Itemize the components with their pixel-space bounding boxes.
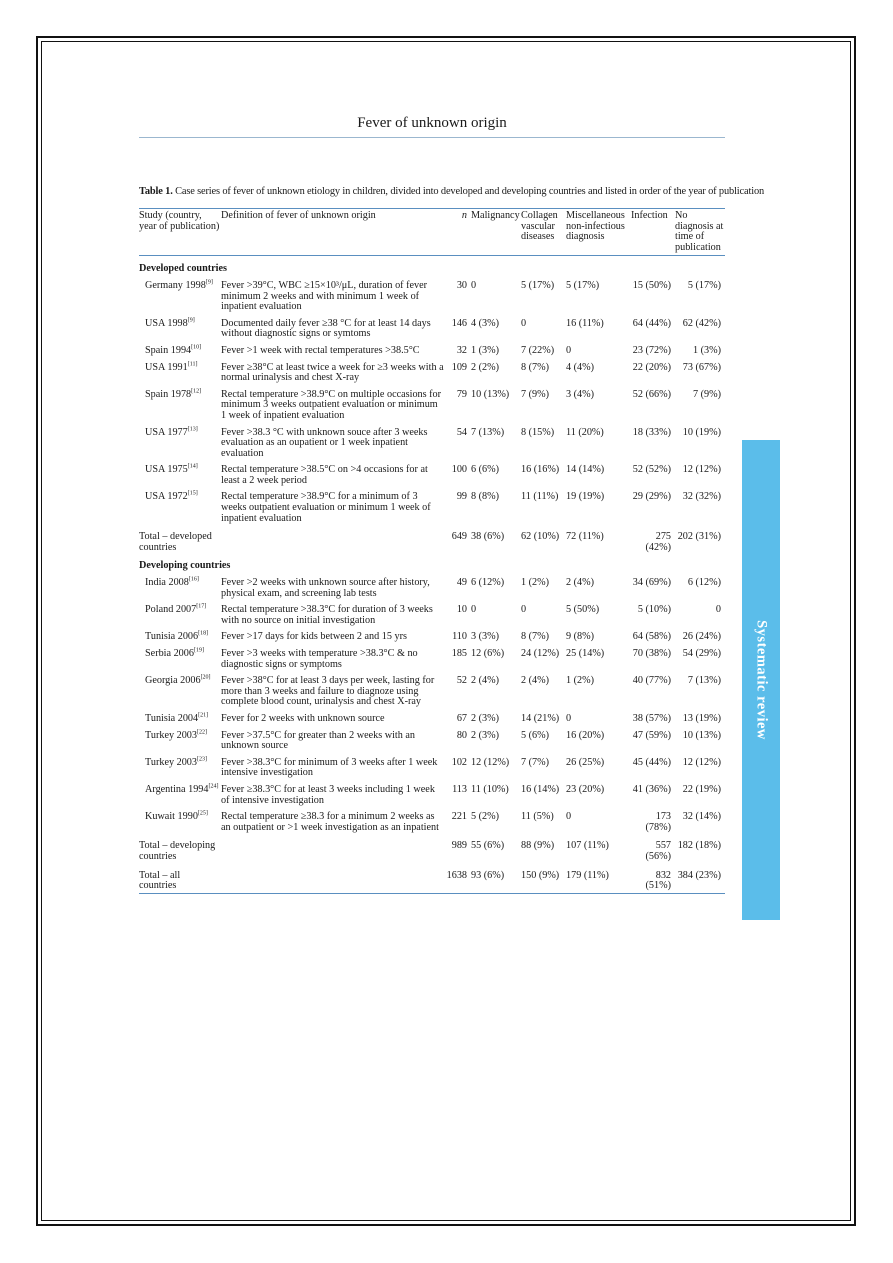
cell-collagen: 16 (14%) [521, 783, 560, 795]
cell-n: 54 [456, 426, 467, 438]
cell-misc: 107 (11%) [566, 840, 609, 852]
cell-misc: 0 [566, 344, 572, 356]
cell-infection: 40 (77%) [632, 675, 671, 687]
cell-n: 102 [451, 756, 467, 768]
cell-definition: Fever >37.5°C for greater than 2 weeks with an unknown source [221, 729, 415, 752]
study-name: Poland 2007 [145, 604, 197, 616]
col-header-malignancy: Malignancy [471, 209, 521, 256]
cell-study [139, 275, 221, 313]
cell-definition [221, 863, 445, 894]
table-row [139, 779, 725, 806]
cell-malignancy: 10 (13%) [471, 388, 510, 400]
cell-study [139, 779, 221, 806]
cell-n: 649 [451, 531, 467, 543]
cell-malignancy: 11 (10%) [471, 783, 509, 795]
cell-infection: 41 (36%) [632, 783, 671, 795]
table-row [139, 340, 725, 357]
cell-malignancy: 3 (3%) [471, 631, 500, 643]
cell-collagen: 7 (7%) [521, 756, 550, 768]
cell-malignancy: 12 (6%) [471, 648, 505, 659]
cell-infection: 45 (44%) [632, 756, 671, 768]
cell-malignancy: 2 (3%) [471, 712, 500, 724]
table-row [139, 806, 725, 833]
table-row [139, 313, 725, 340]
cell-collagen: 5 (17%) [521, 279, 555, 291]
cell-no-diagnosis: 384 (23%) [675, 863, 725, 894]
study-name: Argentina 1994 [145, 783, 209, 795]
section-title: Developed countries [139, 263, 227, 275]
study-name: Total – developed countries [139, 531, 212, 553]
cell-definition [221, 524, 445, 553]
cell-infection: 173 (78%) [645, 811, 671, 833]
cell-no-diagnosis: 26 (24%) [682, 631, 721, 643]
col-header-infection: Infection [631, 209, 675, 256]
cell-misc: 25 (14%) [566, 648, 605, 659]
table-row [139, 275, 725, 313]
cell-malignancy: 2 (3%) [471, 729, 500, 741]
cell-no-diagnosis: 32 (14%) [682, 811, 721, 823]
table-row [139, 643, 725, 670]
cell-definition: Documented daily fever ≥38 °C for at least 14 days without diagnostic signs or symtoms [221, 317, 431, 340]
cell-study [139, 806, 221, 833]
cell-n: 99 [456, 491, 467, 503]
cell-misc: 14 (14%) [566, 464, 605, 476]
cell-malignancy: 6 (6%) [471, 464, 500, 476]
cell-infection: 832 (51%) [631, 863, 675, 894]
cell-malignancy: 2 (2%) [471, 361, 500, 373]
cell-malignancy: 0 [471, 279, 477, 291]
section-side-tab [742, 440, 780, 920]
cell-malignancy: 4 (3%) [471, 317, 500, 329]
table-body [139, 256, 725, 893]
cell-no-diagnosis: 0 [715, 604, 721, 616]
col-header-misc: Miscellaneous non-infectious diagnosis [566, 209, 631, 256]
cell-no-diagnosis: 10 (19%) [682, 426, 721, 438]
cell-collagen: 11 (5%) [521, 811, 554, 823]
table-total-row [139, 524, 725, 553]
cell-no-diagnosis: 202 (31%) [677, 531, 721, 543]
cell-n: 79 [456, 388, 467, 400]
cell-malignancy: 6 (12%) [471, 577, 505, 589]
study-name: India 2008 [145, 577, 189, 589]
reference-marker: [16] [188, 576, 199, 583]
cell-infection: 23 (72%) [632, 344, 671, 356]
section-header-row [139, 256, 725, 275]
study-name: Tunisia 2006 [145, 631, 199, 643]
cell-misc: 11 (20%) [566, 426, 604, 438]
cell-no-diagnosis: 22 (19%) [682, 783, 721, 795]
cell-no-diagnosis: 5 (17%) [687, 279, 721, 291]
col-header-no-diagnosis: No diagnosis at time of publication [675, 209, 725, 256]
cell-collagen: 24 (12%) [521, 648, 560, 659]
cell-definition: Fever >39°C, WBC ≥15×10³/μL, duration of fever minimum 2 weeks and with minimum 1 week of inpatient evaluation [221, 279, 428, 313]
study-name: Total – developing countries [139, 840, 216, 862]
cell-infection: 52 (66%) [632, 388, 671, 400]
cell-definition: Rectal temperature >38.9°C on multiple occasions for minimum 3 weeks outpatient evaluation or minimum 1 week of inpatient evaluation [221, 388, 442, 421]
cell-study [139, 357, 221, 384]
table-row [139, 752, 725, 779]
cell-no-diagnosis: 13 (19%) [682, 712, 721, 724]
cell-collagen: 7 (22%) [521, 344, 555, 356]
cell-malignancy: 93 (6%) [471, 863, 521, 894]
cell-malignancy: 12 (12%) [471, 756, 510, 768]
cell-infection: 18 (33%) [632, 426, 671, 438]
cell-collagen: 11 (11%) [521, 491, 559, 503]
cell-n: 52 [456, 675, 467, 687]
table-row [139, 599, 725, 626]
cell-malignancy: 7 (13%) [471, 426, 505, 438]
cell-no-diagnosis: 12 (12%) [682, 756, 721, 768]
cell-collagen: 8 (7%) [521, 631, 550, 643]
cell-definition [221, 833, 445, 862]
cell-definition: Fever >3 weeks with temperature >38.3°C & no diagnostic signs or symptoms [221, 648, 418, 670]
cell-definition: Rectal temperature >38.9°C for a minimum of 3 weeks outpatient evaluation or minimum 1 week of inpatient evaluation [221, 491, 431, 524]
study-name: Spain 1978 [145, 388, 192, 400]
cell-infection: 22 (20%) [632, 361, 671, 373]
reference-marker: [9] [205, 279, 213, 286]
cell-misc: 1 (2%) [566, 675, 595, 687]
cell-infection: 29 (29%) [632, 491, 671, 503]
cell-infection: 34 (69%) [632, 577, 671, 589]
cell-collagen: 2 (4%) [521, 675, 550, 687]
cell-definition: Fever for 2 weeks with unknown source [221, 712, 385, 724]
study-name: Turkey 2003 [145, 729, 197, 741]
cell-infection: 275 (42%) [645, 531, 671, 553]
reference-marker: [24] [208, 783, 219, 790]
section-title: Developing countries [139, 560, 231, 572]
reference-marker: [20] [200, 674, 211, 681]
cell-malignancy: 5 (2%) [471, 811, 500, 823]
cell-definition: Rectal temperature >38.3°C for duration of 3 weeks with no source on initial investigation [221, 604, 433, 626]
cell-definition: Fever ≥38.3°C for at least 3 weeks including 1 week of intensive investigation [221, 783, 435, 806]
table-row [139, 626, 725, 643]
study-name: Total – all countries [139, 869, 181, 892]
table-header-row [139, 209, 725, 256]
cell-misc: 16 (11%) [566, 317, 604, 329]
cell-misc: 9 (8%) [566, 631, 595, 643]
cell-study [139, 752, 221, 779]
fuo-table [139, 208, 725, 894]
cell-n: 1638 [445, 863, 471, 894]
table-caption [139, 186, 765, 197]
cell-study [139, 626, 221, 643]
table-row [139, 725, 725, 752]
table-caption-text: Case series of fever of unknown etiology in children, divided into developed and developing countries and listed in order of the year of publication [172, 186, 765, 197]
table-row [139, 422, 725, 460]
cell-misc: 5 (50%) [566, 604, 600, 616]
reference-marker: [12] [191, 388, 202, 395]
cell-collagen: 62 (10%) [521, 531, 560, 543]
reference-marker: [10] [191, 344, 202, 351]
cell-malignancy: 0 [471, 604, 477, 616]
cell-no-diagnosis: 7 (13%) [687, 675, 721, 687]
cell-malignancy: 2 (4%) [471, 675, 500, 687]
cell-malignancy: 1 (3%) [471, 344, 500, 356]
side-tab-label: Systematic review [753, 620, 770, 740]
reference-marker: [15] [187, 491, 198, 498]
cell-misc: 4 (4%) [566, 361, 595, 373]
cell-infection: 64 (44%) [632, 317, 671, 329]
cell-study [139, 708, 221, 725]
cell-n: 49 [456, 577, 467, 589]
col-header-study: Study (country, year of publication) [139, 209, 221, 256]
cell-collagen: 1 (2%) [521, 577, 550, 589]
cell-collagen: 14 (21%) [521, 712, 560, 724]
cell-study [139, 384, 221, 422]
cell-misc: 23 (20%) [566, 783, 605, 795]
cell-definition: Fever >1 week with rectal temperatures >38.5°C [221, 344, 420, 356]
cell-infection: 15 (50%) [632, 279, 671, 291]
cell-misc: 179 (11%) [566, 863, 631, 894]
study-name: Germany 1998 [145, 279, 206, 291]
cell-study [139, 524, 221, 553]
cell-n: 10 [456, 604, 467, 616]
study-name: Spain 1994 [145, 344, 192, 356]
cell-infection: 38 (57%) [632, 712, 671, 724]
cell-misc: 3 (4%) [566, 388, 595, 400]
cell-no-diagnosis: 32 (32%) [682, 491, 721, 503]
section-header-row [139, 553, 725, 572]
cell-misc: 0 [566, 712, 572, 724]
table-row [139, 384, 725, 422]
table-total-row [139, 833, 725, 862]
cell-no-diagnosis: 10 (13%) [682, 729, 721, 741]
cell-collagen: 8 (15%) [521, 426, 555, 438]
col-header-collagen: Collagen vascular diseases [521, 209, 566, 256]
cell-no-diagnosis: 54 (29%) [682, 648, 721, 659]
cell-study [139, 340, 221, 357]
cell-n: 100 [451, 464, 467, 476]
study-name: USA 1991 [145, 361, 188, 373]
reference-marker: [17] [196, 603, 207, 610]
cell-definition: Rectal temperature ≥38.3 for a minimum 2 weeks as an outpatient or >1 week investigation as an inpatient [221, 811, 439, 833]
cell-definition: Fever >2 weeks with unknown source after history, physical exam, and screening lab tests [221, 577, 430, 599]
cell-no-diagnosis: 6 (12%) [687, 577, 721, 589]
study-name: Kuwait 1990 [145, 811, 198, 823]
study-name: USA 1972 [145, 491, 188, 503]
cell-misc: 2 (4%) [566, 577, 595, 589]
reference-marker: [13] [187, 426, 198, 433]
study-name: Turkey 2003 [145, 756, 197, 768]
reference-marker: [14] [187, 463, 198, 470]
cell-study [139, 670, 221, 708]
study-name: USA 1998 [145, 317, 188, 329]
cell-malignancy: 55 (6%) [471, 840, 505, 852]
cell-no-diagnosis: 7 (9%) [692, 388, 721, 400]
cell-misc: 16 (20%) [566, 729, 605, 741]
reference-marker: [11] [187, 361, 198, 368]
reference-marker: [21] [198, 712, 209, 719]
table-row [139, 486, 725, 524]
cell-collagen: 5 (6%) [521, 729, 550, 741]
cell-study [139, 459, 221, 486]
cell-collagen: 88 (9%) [521, 840, 555, 852]
cell-infection: 5 (10%) [637, 604, 671, 616]
table-row [139, 572, 725, 599]
cell-no-diagnosis: 182 (18%) [677, 840, 721, 852]
cell-n: 32 [456, 344, 467, 356]
cell-malignancy: 38 (6%) [471, 531, 505, 543]
cell-n: 80 [456, 729, 467, 741]
col-header-n: n [445, 209, 471, 256]
cell-misc: 19 (19%) [566, 491, 605, 503]
cell-study [139, 572, 221, 599]
cell-definition: Fever >38.3°C for minimum of 3 weeks after 1 week intensive investigation [221, 756, 438, 779]
table-row [139, 670, 725, 708]
study-name: USA 1977 [145, 426, 188, 438]
cell-no-diagnosis: 62 (42%) [682, 317, 721, 329]
running-title: Fever of unknown origin [357, 115, 507, 131]
cell-n: 113 [452, 783, 467, 795]
cell-collagen: 0 [521, 604, 527, 616]
cell-misc: 5 (17%) [566, 279, 600, 291]
cell-study [139, 863, 221, 894]
cell-study [139, 725, 221, 752]
reference-marker: [22] [196, 729, 207, 736]
cell-study [139, 486, 221, 524]
reference-marker: [18] [198, 631, 209, 638]
cell-definition: Rectal temperature >38.5°C on >4 occasions for at least a 2 week period [221, 464, 428, 486]
cell-study [139, 599, 221, 626]
cell-collagen: 150 (9%) [521, 863, 566, 894]
cell-collagen: 7 (9%) [521, 388, 550, 400]
cell-misc: 72 (11%) [566, 531, 604, 543]
cell-n: 221 [451, 811, 467, 823]
reference-marker: [23] [196, 756, 207, 763]
cell-study [139, 422, 221, 460]
table-row [139, 459, 725, 486]
cell-collagen: 16 (16%) [521, 464, 560, 476]
cell-collagen: 8 (7%) [521, 361, 550, 373]
cell-n: 109 [451, 361, 467, 373]
cell-n: 989 [451, 840, 467, 852]
cell-collagen: 0 [521, 317, 527, 329]
cell-study [139, 313, 221, 340]
table-row [139, 357, 725, 384]
cell-infection: 557 (56%) [645, 840, 671, 862]
cell-definition: Fever >17 days for kids between 2 and 15 yrs [221, 631, 407, 643]
cell-study [139, 833, 221, 862]
cell-misc: 26 (25%) [566, 756, 605, 768]
cell-malignancy: 8 (8%) [471, 491, 500, 503]
cell-definition: Fever >38.3 °C with unknown souce after 3 weeks evaluation as an oupatient or 1 week inpatient evaluation [221, 426, 428, 459]
cell-no-diagnosis: 12 (12%) [682, 464, 721, 476]
reference-marker: [25] [197, 810, 208, 817]
cell-n: 67 [456, 712, 467, 724]
cell-study [139, 643, 221, 670]
cell-n: 146 [451, 317, 467, 329]
cell-definition: Fever ≥38°C at least twice a week for ≥3 weeks with a normal urinalysis and chest X-ray [221, 361, 444, 384]
table-caption-label: Table 1. [139, 186, 173, 197]
table-total-row [139, 863, 725, 894]
cell-no-diagnosis: 73 (67%) [682, 361, 721, 373]
reference-marker: [9] [187, 317, 195, 324]
study-name: Serbia 2006 [145, 648, 194, 659]
table-row [139, 708, 725, 725]
study-name: Tunisia 2004 [145, 712, 199, 724]
cell-infection: 64 (58%) [632, 631, 671, 643]
cell-misc: 0 [566, 811, 572, 823]
cell-n: 110 [452, 631, 467, 643]
col-header-definition: Definition of fever of unknown origin [221, 209, 445, 256]
cell-infection: 47 (59%) [632, 729, 671, 741]
study-name: USA 1975 [145, 464, 188, 476]
cell-n: 30 [456, 279, 467, 291]
cell-no-diagnosis: 1 (3%) [692, 344, 721, 356]
study-name: Georgia 2006 [145, 675, 201, 687]
reference-marker: [19] [193, 647, 204, 654]
cell-infection: 52 (52%) [632, 464, 671, 476]
title-rule [139, 137, 725, 138]
cell-n: 185 [451, 648, 467, 659]
cell-definition: Fever >38°C for at least 3 days per week, lasting for more than 3 weeks and failure to diagnoze using complete blood count, urinalysis and chest X-ray [221, 675, 435, 708]
cell-infection: 70 (38%) [632, 648, 671, 659]
